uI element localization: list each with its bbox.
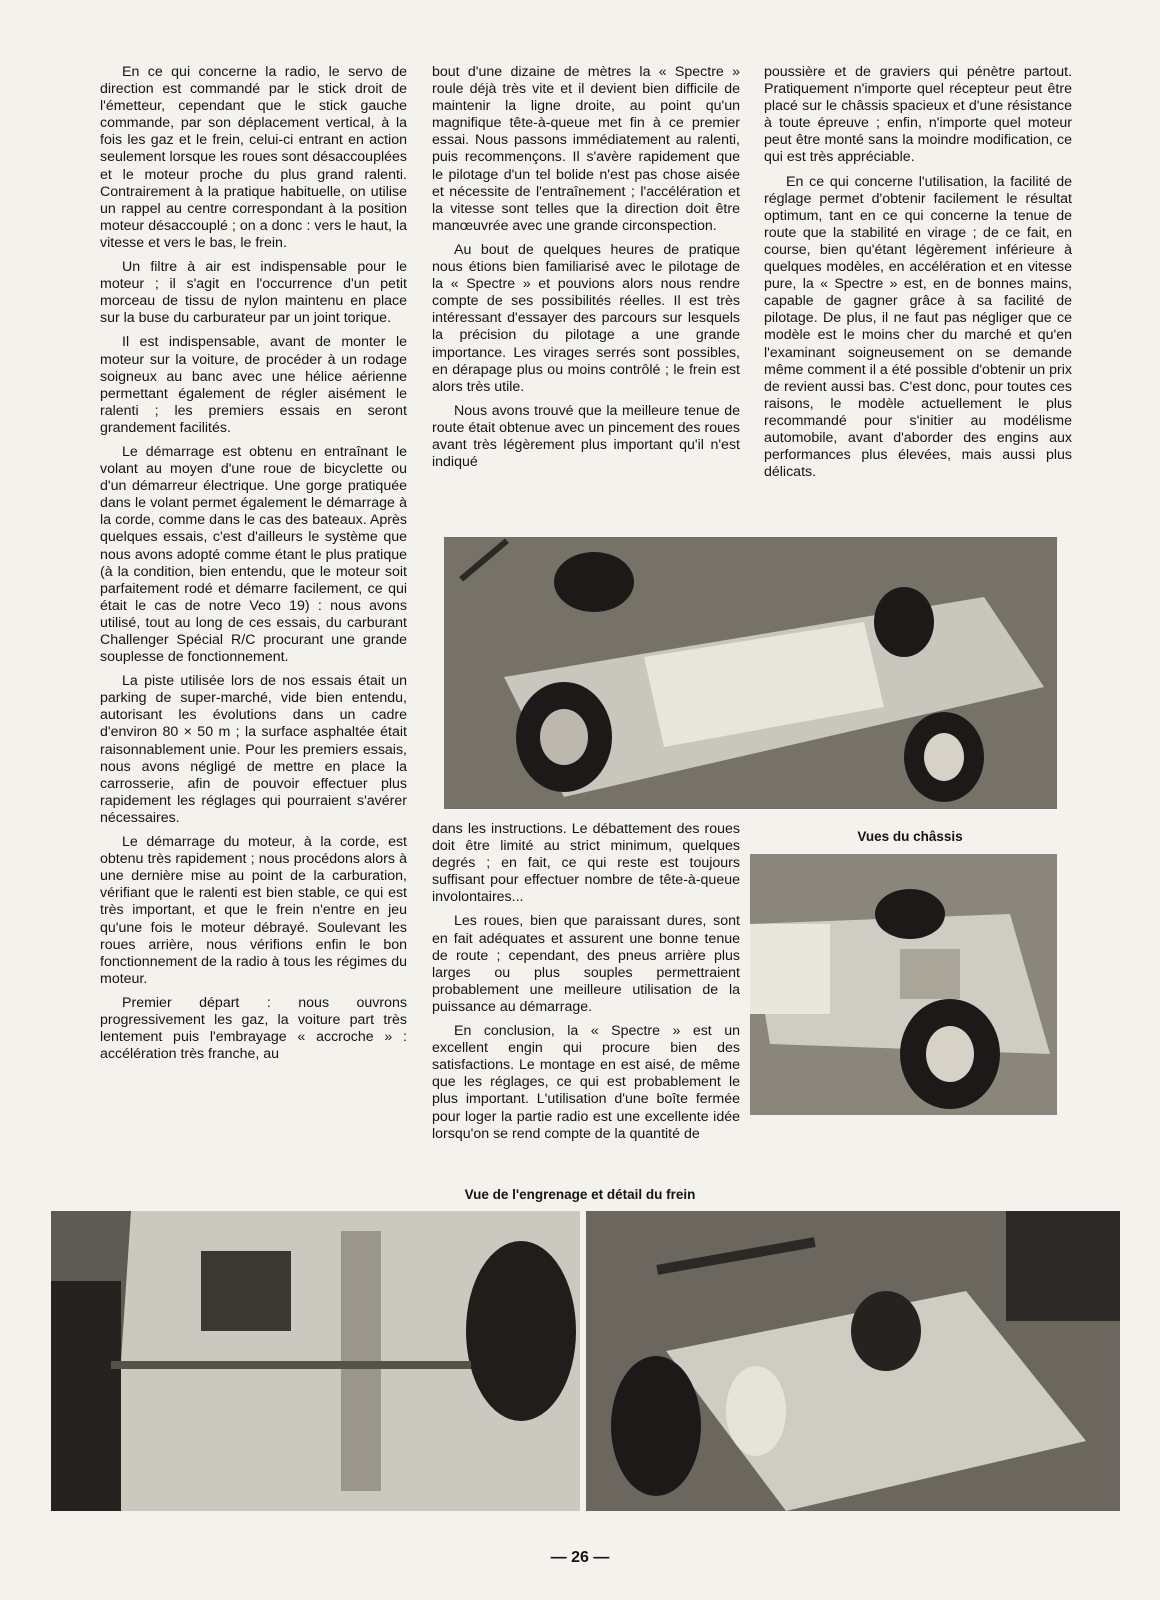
paragraph: poussière et de graviers qui pénètre partout. Pratiquement n'importe quel récepteur peut être placé sur le châssis spacieux et d'une résistance à toute épreuve ; enfin, n'importe quel moteur peut être monté sans la moindre modification, ce qui est très appréciable. <box>764 64 1072 166</box>
article-column-3 <box>764 64 1072 488</box>
article-column-2-bottom <box>432 821 740 1150</box>
paragraph: Nous avons trouvé que la meilleure tenue de route était obtenue avec un pincement des roues avant très légèrement plus important qu'il n'est indiqué <box>432 402 740 471</box>
paragraph: bout d'une dizaine de mètres la « Spectre » roule déjà très vite et il devient bien difficile de maintenir la ligne droite, au point qu'un magnifique tête-à-queue met fin à ce premier essai. Nous passons immédiatement au ralenti, puis recommençons. Il s'avère rapidement que le pilotage d'un tel bolide n'est pas chose aisée et nécessite de l'entraînement ; l'accélération et la vitesse sont telles que la direction doit être manœuvrée avec une grande circonspection. <box>432 64 740 234</box>
paragraph: Un filtre à air est indispensable pour le moteur ; il s'agit en l'occurrence d'un petit morceau de tissu de nylon maintenu en place sur la buse du carburateur par un joint torique. <box>100 259 407 327</box>
paragraph: Les roues, bien que paraissant dures, sont en fait adéquates et assurent une bonne tenue de route ; cependant, des pneus arrière plus larges ou plus souples permettraient probablement une meilleure utilisation de la puissance au démarrage. <box>432 913 740 1015</box>
paragraph: En conclusion, la « Spectre » est un excellent engin qui procure bien des satisfactions. Le montage en est aisé, de même que les réglages, ce qui est probablement le plus important. L'utilisation d'une boîte fermée pour loger la partie radio est une excellente idée lorsqu'on se rend compte de la quantité de <box>432 1023 740 1142</box>
paragraph: La piste utilisée lors de nos essais était un parking de super-marché, vide bien entendu, autorisant les évolutions dans un cadre d'environ 80 × 50 m ; la surface asphaltée était raisonnablement unie. Pour les premiers essais, nous avons négligé de mettre en place la carrosserie, afin de pouvoir effectuer plus rapidement les réglages qui pourraient s'avérer nécessaires. <box>100 673 407 826</box>
brake-detail-photo <box>586 1211 1120 1511</box>
paragraph: Premier départ : nous ouvrons progressivement les gaz, la voiture part très lentement puis l'embrayage « accroche » : accélération très franche, au <box>100 994 407 1063</box>
gear-photo <box>51 1211 580 1511</box>
paragraph: En ce qui concerne l'utilisation, la facilité de réglage permet d'obtenir facilement le résultat optimum, tant en ce qui concerne la tenue de route que la stabilité en virage ; de ce fait, en course, bien qu'étant légèrement inférieure à quelques modèles, en accélération et en vitesse pure, la « Spectre » est, en de bonnes mains, capable de gagner grâce à sa facilité de pilotage. De plus, il ne faut pas négliger que ce modèle est le moins cher du marché et qu'en l'examinant soigneusement on se demande même comment il a été possible d'obtenir un prix de revient aussi bas. C'est donc, pour toutes ces raisons, le modèle actuellement le plus recommandé pour s'initier au modélisme automobile, avant d'aborder des engins aux performances plus élevées, mais aussi plus délicats. <box>764 173 1072 481</box>
article-column-2-top <box>432 64 740 478</box>
paragraph: Le démarrage est obtenu en entraînant le volant au moyen d'une roue de bicyclette ou d'un démarreur électrique. Une gorge pratiquée dans le volant permet également le démarrage à la corde, comme dans le cas des bateaux. Après quelques essais, c'est d'ailleurs le système que nous avons adopté comme étant le plus pratique (à la condition, bien entendu, que le moteur soit parfaitement rodé et démarre facilement, ce qui était le cas de notre Veco 19) : nous avons utilisé, tout au long de ces essais, du carburant Challenger Spécial R/C procurant une grande souplesse de fonctionnement. <box>100 443 407 666</box>
page-number: — 26 — <box>550 1549 610 1566</box>
paragraph: Le démarrage du moteur, à la corde, est obtenu très rapidement ; nous procédons alors à une dernière mise au point de la carburation, vérifiant que le ralenti est bien stable, ce qui est très important, et que le frein n'entre en jeu qu'une fois le moteur débrayé. Soulevant les roues arrière, nous vérifions enfin le bon fonctionnement de la radio à tous les régimes du moteur. <box>100 834 407 987</box>
caption-chassis: Vues du châssis <box>857 829 963 844</box>
paragraph: En ce qui concerne la radio, le servo de direction est commandé par le stick droit de l'émetteur, cependant que le stick gauche commande, par son déplacement vertical, à la fois les gaz et le frein, celui-ci entrant en action seulement lorsque les roues sont désaccouplées et le moteur proche du plus grand ralenti. Contrairement à la pratique habituelle, on utilise un rappel au centre correspondant à la position moteur désaccouplé ; on a donc : vers le haut, la vitesse et vers le bas, le frein. <box>100 64 407 251</box>
chassis-photo-small <box>750 854 1057 1115</box>
paragraph: Il est indispensable, avant de monter le moteur sur la voiture, de procéder à un rodage soigneux au banc avec une hélice aérienne permettant également de régler aisément le ralenti ; les premiers essais en seront grandement facilités. <box>100 334 407 436</box>
article-column-1 <box>100 64 407 1070</box>
paragraph: Au bout de quelques heures de pratique nous étions bien familiarisé avec le pilotage de la « Spectre » et pouvions alors nous rendre compte de ses possibilités réelles. Il est très intéressant d'essayer des parcours sur lesquels la précision du pilotage a une grande importance. Les virages serrés sont possibles, en dérapage plus ou moins contrôlé ; le frein est alors très utile. <box>432 241 740 395</box>
caption-engrenage: Vue de l'engrenage et détail du frein <box>464 1187 696 1202</box>
chassis-photo-large <box>444 537 1057 809</box>
paragraph: dans les instructions. Le débattement des roues doit être limité au strict minimum, quelques degrés ; en fait, ce qui reste est toujours suffisant pour effectuer nombre de tête-à-queue involontaires... <box>432 821 740 906</box>
